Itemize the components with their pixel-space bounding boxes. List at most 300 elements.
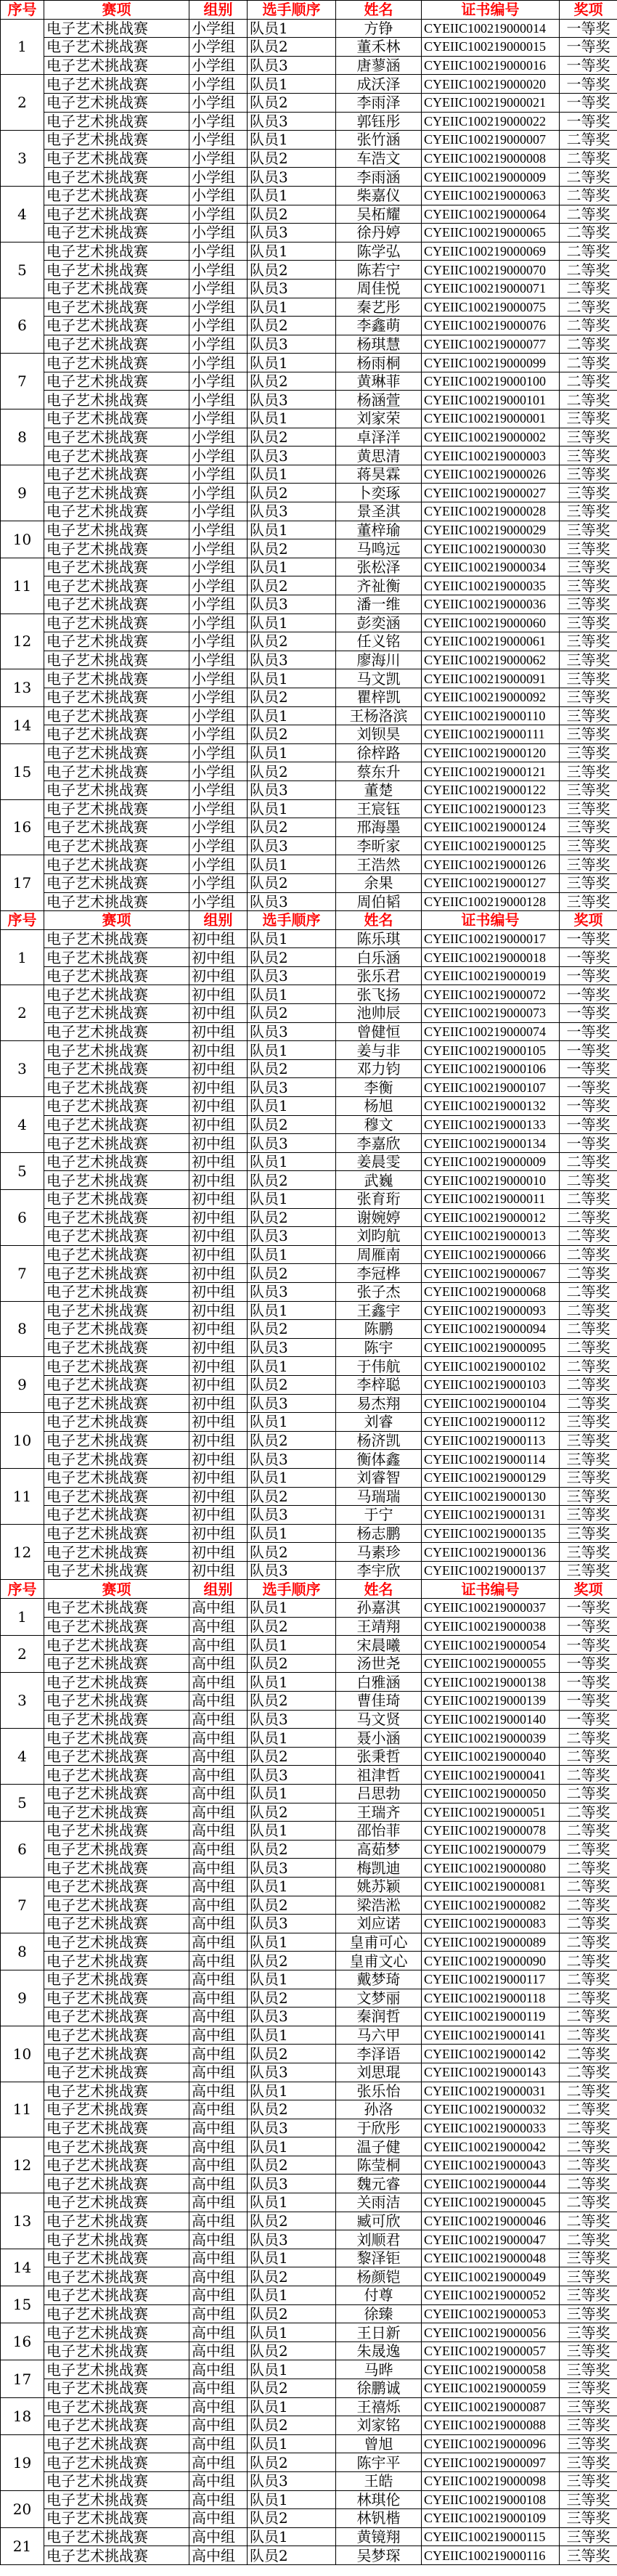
order-cell: 队员2 xyxy=(248,1487,336,1506)
event-cell: 电子艺术挑战赛 xyxy=(44,836,189,855)
cert-cell: CYEIIC100219000105 xyxy=(422,1041,560,1060)
header-row xyxy=(1,1580,617,1599)
event-cell: 电子艺术挑战赛 xyxy=(44,1617,189,1636)
cert-cell: CYEIIC100219000124 xyxy=(422,818,560,837)
group-cell: 小学组 xyxy=(189,224,248,242)
order-cell: 队员3 xyxy=(248,279,336,298)
event-cell: 电子艺术挑战赛 xyxy=(44,873,189,892)
table-row xyxy=(1,1375,617,1394)
name-cell: 聂小涵 xyxy=(336,1729,422,1748)
group-cell: 小学组 xyxy=(189,818,248,837)
team-no-cell: 7 xyxy=(1,1245,44,1301)
event-cell: 电子艺术挑战赛 xyxy=(44,1729,189,1748)
table-row xyxy=(1,762,617,781)
name-cell: 王浩然 xyxy=(336,855,422,874)
event-cell: 电子艺术挑战赛 xyxy=(44,818,189,837)
table-row xyxy=(1,2063,617,2082)
award-cell: 二等奖 xyxy=(560,1952,617,1970)
event-cell: 电子艺术挑战赛 xyxy=(44,2397,189,2416)
award-cell: 二等奖 xyxy=(560,2008,617,2026)
event-cell: 电子艺术挑战赛 xyxy=(44,2100,189,2119)
award-cell: 二等奖 xyxy=(560,1747,617,1766)
order-cell: 队员1 xyxy=(248,409,336,428)
team-no-cell: 9 xyxy=(1,1357,44,1413)
event-cell: 电子艺术挑战赛 xyxy=(44,743,189,762)
cert-cell: CYEIIC100219000139 xyxy=(422,1692,560,1711)
order-cell: 队员3 xyxy=(248,966,336,985)
table-row xyxy=(1,447,617,465)
col-header-group: 组别 xyxy=(189,911,248,930)
event-cell: 电子艺术挑战赛 xyxy=(44,1338,189,1357)
event-cell: 电子艺术挑战赛 xyxy=(44,929,189,948)
name-cell: 成沃泽 xyxy=(336,75,422,94)
name-cell: 徐梓路 xyxy=(336,743,422,762)
award-cell: 二等奖 xyxy=(560,2100,617,2119)
event-cell: 电子艺术挑战赛 xyxy=(44,892,189,911)
order-cell: 队员3 xyxy=(248,2119,336,2137)
cert-cell: CYEIIC100219000029 xyxy=(422,521,560,539)
group-cell: 高中组 xyxy=(189,1840,248,1859)
cert-cell: CYEIIC100219000042 xyxy=(422,2137,560,2156)
order-cell: 队员3 xyxy=(248,2008,336,2026)
group-cell: 高中组 xyxy=(189,2509,248,2528)
order-cell: 队员2 xyxy=(248,1803,336,1822)
name-cell: 曾健恒 xyxy=(336,1022,422,1041)
cert-cell: CYEIIC100219000122 xyxy=(422,780,560,799)
cert-cell: CYEIIC100219000038 xyxy=(422,1617,560,1636)
name-cell: 臧可欣 xyxy=(336,2212,422,2230)
order-cell: 队员2 xyxy=(248,818,336,837)
name-cell: 马素珍 xyxy=(336,1543,422,1562)
order-cell: 队员3 xyxy=(248,1134,336,1153)
cert-cell: CYEIIC100219000063 xyxy=(422,186,560,205)
group-cell: 初中组 xyxy=(189,1543,248,1562)
cert-cell: CYEIIC100219000050 xyxy=(422,1785,560,1803)
cert-cell: CYEIIC100219000083 xyxy=(422,1915,560,1933)
event-cell: 电子艺术挑战赛 xyxy=(44,669,189,688)
order-cell: 队员2 xyxy=(248,725,336,744)
event-cell: 电子艺术挑战赛 xyxy=(44,1896,189,1915)
table-row xyxy=(1,409,617,428)
name-cell: 皇甫可心 xyxy=(336,1933,422,1952)
event-cell: 电子艺术挑战赛 xyxy=(44,112,189,131)
order-cell: 队员1 xyxy=(248,2434,336,2453)
name-cell: 徐鹏诚 xyxy=(336,2379,422,2398)
event-cell: 电子艺术挑战赛 xyxy=(44,1115,189,1134)
event-cell: 电子艺术挑战赛 xyxy=(44,1747,189,1766)
team-no-cell: 7 xyxy=(1,1877,44,1933)
table-row xyxy=(1,149,617,168)
event-cell: 电子艺术挑战赛 xyxy=(44,2360,189,2379)
award-cell: 二等奖 xyxy=(560,1896,617,1915)
table-row xyxy=(1,1134,617,1153)
table-row xyxy=(1,2527,617,2546)
order-cell: 队员1 xyxy=(248,669,336,688)
group-cell: 高中组 xyxy=(189,1822,248,1841)
award-cell: 二等奖 xyxy=(560,1394,617,1413)
group-cell: 小学组 xyxy=(189,725,248,744)
team-no-cell: 4 xyxy=(1,1729,44,1785)
group-cell: 初中组 xyxy=(189,1004,248,1023)
order-cell: 队员2 xyxy=(248,2212,336,2230)
award-cell: 三等奖 xyxy=(560,669,617,688)
cert-cell: CYEIIC100219000126 xyxy=(422,855,560,874)
order-cell: 队员1 xyxy=(248,2490,336,2509)
order-cell: 队员1 xyxy=(248,1933,336,1952)
award-cell: 三等奖 xyxy=(560,2546,617,2565)
event-cell: 电子艺术挑战赛 xyxy=(44,2119,189,2137)
order-cell: 队员3 xyxy=(248,836,336,855)
name-cell: 温子健 xyxy=(336,2137,422,2156)
group-cell: 高中组 xyxy=(189,1785,248,1803)
order-cell: 队员2 xyxy=(248,1617,336,1636)
cert-cell: CYEIIC100219000051 xyxy=(422,1803,560,1822)
event-cell: 电子艺术挑战赛 xyxy=(44,2193,189,2212)
order-cell: 队员2 xyxy=(248,1543,336,1562)
cert-cell: CYEIIC100219000142 xyxy=(422,2045,560,2063)
event-cell: 电子艺术挑战赛 xyxy=(44,19,189,38)
table-row xyxy=(1,2082,617,2100)
order-cell: 队员1 xyxy=(248,1822,336,1841)
event-cell: 电子艺术挑战赛 xyxy=(44,1506,189,1525)
award-cell: 二等奖 xyxy=(560,2193,617,2212)
award-cell: 三等奖 xyxy=(560,706,617,725)
cert-cell: CYEIIC100219000110 xyxy=(422,706,560,725)
table-row xyxy=(1,2045,617,2063)
name-cell: 吴柘耀 xyxy=(336,205,422,224)
award-cell: 一等奖 xyxy=(560,985,617,1004)
cert-cell: CYEIIC100219000003 xyxy=(422,447,560,465)
cert-cell: CYEIIC100219000053 xyxy=(422,2304,560,2323)
table-row xyxy=(1,706,617,725)
table-row xyxy=(1,484,617,502)
cert-cell: CYEIIC100219000116 xyxy=(422,2546,560,2565)
event-cell: 电子艺术挑战赛 xyxy=(44,1208,189,1227)
award-cell: 三等奖 xyxy=(560,2509,617,2528)
name-cell: 刘睿 xyxy=(336,1413,422,1432)
name-cell: 周佳悦 xyxy=(336,279,422,298)
award-cell: 三等奖 xyxy=(560,780,617,799)
award-cell: 三等奖 xyxy=(560,725,617,744)
team-no-cell: 2 xyxy=(1,985,44,1041)
group-cell: 高中组 xyxy=(189,2323,248,2342)
name-cell: 王瑞齐 xyxy=(336,1803,422,1822)
col-header-award: 奖项 xyxy=(560,1580,617,1599)
event-cell: 电子艺术挑战赛 xyxy=(44,1190,189,1209)
name-cell: 董楚 xyxy=(336,780,422,799)
team-no-cell: 16 xyxy=(1,2323,44,2360)
table-row xyxy=(1,242,617,261)
name-cell: 李衡 xyxy=(336,1078,422,1097)
group-cell: 小学组 xyxy=(189,354,248,372)
award-cell: 三等奖 xyxy=(560,1543,617,1562)
order-cell: 队员2 xyxy=(248,2509,336,2528)
award-cell: 三等奖 xyxy=(560,799,617,818)
award-cell: 三等奖 xyxy=(560,1413,617,1432)
group-cell: 小学组 xyxy=(189,391,248,409)
award-cell: 三等奖 xyxy=(560,651,617,669)
order-cell: 队员1 xyxy=(248,1785,336,1803)
event-cell: 电子艺术挑战赛 xyxy=(44,1022,189,1041)
order-cell: 队员3 xyxy=(248,168,336,187)
table-row xyxy=(1,929,617,948)
table-row xyxy=(1,1617,617,1636)
group-cell: 小学组 xyxy=(189,799,248,818)
table-row xyxy=(1,2212,617,2230)
award-cell: 二等奖 xyxy=(560,2137,617,2156)
award-cell: 二等奖 xyxy=(560,224,617,242)
table-row xyxy=(1,2471,617,2490)
table-row xyxy=(1,2379,617,2398)
cert-cell: CYEIIC100219000115 xyxy=(422,2527,560,2546)
name-cell: 刘家铭 xyxy=(336,2416,422,2435)
cert-cell: CYEIIC100219000022 xyxy=(422,112,560,131)
event-cell: 电子艺术挑战赛 xyxy=(44,2379,189,2398)
name-cell: 孙洛 xyxy=(336,2100,422,2119)
group-cell: 高中组 xyxy=(189,2453,248,2472)
order-cell: 队员3 xyxy=(248,1078,336,1097)
event-cell: 电子艺术挑战赛 xyxy=(44,1097,189,1116)
team-no-cell: 5 xyxy=(1,1785,44,1822)
table-row xyxy=(1,38,617,57)
event-cell: 电子艺术挑战赛 xyxy=(44,2026,189,2045)
event-cell: 电子艺术挑战赛 xyxy=(44,688,189,706)
group-cell: 小学组 xyxy=(189,632,248,651)
name-cell: 李冠桦 xyxy=(336,1264,422,1283)
cert-cell: CYEIIC100219000012 xyxy=(422,1208,560,1227)
cert-cell: CYEIIC100219000143 xyxy=(422,2063,560,2082)
table-row xyxy=(1,818,617,837)
name-cell: 邢海墨 xyxy=(336,818,422,837)
order-cell: 队员1 xyxy=(248,2360,336,2379)
group-cell: 小学组 xyxy=(189,484,248,502)
award-cell: 二等奖 xyxy=(560,1282,617,1301)
order-cell: 队员2 xyxy=(248,2304,336,2323)
group-cell: 小学组 xyxy=(189,576,248,595)
event-cell: 电子艺术挑战赛 xyxy=(44,484,189,502)
cert-cell: CYEIIC100219000099 xyxy=(422,354,560,372)
group-cell: 高中组 xyxy=(189,1877,248,1896)
name-cell: 任义铭 xyxy=(336,632,422,651)
event-cell: 电子艺术挑战赛 xyxy=(44,966,189,985)
name-cell: 刘睿智 xyxy=(336,1468,422,1487)
team-no-cell: 1 xyxy=(1,19,44,75)
order-cell: 队员1 xyxy=(248,614,336,632)
award-cell: 一等奖 xyxy=(560,1692,617,1711)
name-cell: 穆文 xyxy=(336,1115,422,1134)
cert-cell: CYEIIC100219000030 xyxy=(422,539,560,558)
cert-cell: CYEIIC100219000082 xyxy=(422,1896,560,1915)
cert-cell: CYEIIC100219000040 xyxy=(422,1747,560,1766)
cert-cell: CYEIIC100219000033 xyxy=(422,2119,560,2137)
award-cell: 二等奖 xyxy=(560,1357,617,1376)
cert-cell: CYEIIC100219000106 xyxy=(422,1059,560,1078)
table-row xyxy=(1,1245,617,1264)
award-cell: 二等奖 xyxy=(560,372,617,391)
cert-cell: CYEIIC100219000128 xyxy=(422,892,560,911)
event-cell: 电子艺术挑战赛 xyxy=(44,2230,189,2249)
name-cell: 高茹梦 xyxy=(336,1840,422,1859)
event-cell: 电子艺术挑战赛 xyxy=(44,2174,189,2193)
event-cell: 电子艺术挑战赛 xyxy=(44,614,189,632)
name-cell: 张子杰 xyxy=(336,1282,422,1301)
order-cell: 队员2 xyxy=(248,2341,336,2360)
table-row xyxy=(1,2286,617,2305)
name-cell: 张乐君 xyxy=(336,966,422,985)
group-cell: 初中组 xyxy=(189,1264,248,1283)
cert-cell: CYEIIC100219000027 xyxy=(422,484,560,502)
cert-cell: CYEIIC100219000013 xyxy=(422,1227,560,1246)
award-cell: 三等奖 xyxy=(560,688,617,706)
cert-cell: CYEIIC100219000079 xyxy=(422,1840,560,1859)
name-cell: 周伯韬 xyxy=(336,892,422,911)
table-row xyxy=(1,1970,617,1989)
award-cell: 一等奖 xyxy=(560,93,617,112)
name-cell: 易杰翔 xyxy=(336,1394,422,1413)
event-cell: 电子艺术挑战赛 xyxy=(44,2341,189,2360)
name-cell: 陈若宁 xyxy=(336,261,422,280)
order-cell: 队员1 xyxy=(248,1357,336,1376)
order-cell: 队员2 xyxy=(248,1952,336,1970)
table-row xyxy=(1,1543,617,1562)
order-cell: 队员3 xyxy=(248,1915,336,1933)
cert-cell: CYEIIC100219000064 xyxy=(422,205,560,224)
award-cell: 三等奖 xyxy=(560,1431,617,1450)
event-cell: 电子艺术挑战赛 xyxy=(44,409,189,428)
table-row xyxy=(1,1599,617,1618)
col-header-order: 选手顺序 xyxy=(248,1580,336,1599)
table-row xyxy=(1,2119,617,2137)
name-cell: 张乐怡 xyxy=(336,2082,422,2100)
team-no-cell: 11 xyxy=(1,558,44,614)
award-cell: 三等奖 xyxy=(560,2323,617,2342)
award-cell: 一等奖 xyxy=(560,1636,617,1655)
team-no-cell: 12 xyxy=(1,614,44,669)
event-cell: 电子艺术挑战赛 xyxy=(44,56,189,75)
table-row xyxy=(1,1952,617,1970)
award-cell: 三等奖 xyxy=(560,2527,617,2546)
name-cell: 姜与非 xyxy=(336,1041,422,1060)
award-cell: 一等奖 xyxy=(560,1673,617,1692)
cert-cell: CYEIIC100219000094 xyxy=(422,1320,560,1339)
event-cell: 电子艺术挑战赛 xyxy=(44,279,189,298)
group-cell: 高中组 xyxy=(189,2008,248,2026)
award-cell: 二等奖 xyxy=(560,1264,617,1283)
award-cell: 二等奖 xyxy=(560,2174,617,2193)
award-cell: 一等奖 xyxy=(560,948,617,967)
col-header-award: 奖项 xyxy=(560,1,617,20)
event-cell: 电子艺术挑战赛 xyxy=(44,1004,189,1023)
order-cell: 队员2 xyxy=(248,1692,336,1711)
cert-cell: CYEIIC100219000130 xyxy=(422,1487,560,1506)
cert-cell: CYEIIC100219000008 xyxy=(422,149,560,168)
name-cell: 杨济凯 xyxy=(336,1431,422,1450)
order-cell: 队员3 xyxy=(248,2174,336,2193)
event-cell: 电子艺术挑战赛 xyxy=(44,1561,189,1580)
event-cell: 电子艺术挑战赛 xyxy=(44,1450,189,1469)
order-cell: 队员1 xyxy=(248,465,336,484)
order-cell: 队员1 xyxy=(248,19,336,38)
cert-cell: CYEIIC100219000036 xyxy=(422,595,560,614)
order-cell: 队员2 xyxy=(248,1840,336,1859)
event-cell: 电子艺术挑战赛 xyxy=(44,799,189,818)
order-cell: 队员2 xyxy=(248,762,336,781)
cert-cell: CYEIIC100219000062 xyxy=(422,651,560,669)
name-cell: 白雅涵 xyxy=(336,1673,422,1692)
team-no-cell: 9 xyxy=(1,1970,44,2026)
group-cell: 小学组 xyxy=(189,447,248,465)
award-cell: 三等奖 xyxy=(560,614,617,632)
group-cell: 高中组 xyxy=(189,1729,248,1748)
table-row xyxy=(1,2267,617,2286)
event-cell: 电子艺术挑战赛 xyxy=(44,576,189,595)
event-cell: 电子艺术挑战赛 xyxy=(44,465,189,484)
award-cell: 一等奖 xyxy=(560,75,617,94)
team-no-cell: 7 xyxy=(1,354,44,409)
cert-cell: CYEIIC100219000001 xyxy=(422,409,560,428)
group-cell: 高中组 xyxy=(189,2119,248,2137)
award-cell: 二等奖 xyxy=(560,205,617,224)
cert-cell: CYEIIC100219000060 xyxy=(422,614,560,632)
cert-cell: CYEIIC100219000009 xyxy=(422,168,560,187)
order-cell: 队员2 xyxy=(248,1208,336,1227)
table-row xyxy=(1,948,617,967)
cert-cell: CYEIIC100219000134 xyxy=(422,1134,560,1153)
table-row xyxy=(1,298,617,317)
name-cell: 王杨洛滨 xyxy=(336,706,422,725)
name-cell: 郭钰彤 xyxy=(336,112,422,131)
group-cell: 初中组 xyxy=(189,1524,248,1543)
name-cell: 魏元睿 xyxy=(336,2174,422,2193)
group-cell: 高中组 xyxy=(189,2416,248,2435)
group-cell: 高中组 xyxy=(189,1617,248,1636)
award-cell: 一等奖 xyxy=(560,1059,617,1078)
award-cell: 二等奖 xyxy=(560,186,617,205)
table-row xyxy=(1,2416,617,2435)
event-cell: 电子艺术挑战赛 xyxy=(44,2137,189,2156)
group-cell: 高中组 xyxy=(189,1896,248,1915)
order-cell: 队员2 xyxy=(248,261,336,280)
event-cell: 电子艺术挑战赛 xyxy=(44,2082,189,2100)
group-cell: 初中组 xyxy=(189,966,248,985)
table-row xyxy=(1,465,617,484)
order-cell: 队员1 xyxy=(248,2137,336,2156)
team-no-cell: 8 xyxy=(1,1933,44,1970)
award-cell: 二等奖 xyxy=(560,1822,617,1841)
order-cell: 队员2 xyxy=(248,149,336,168)
cert-cell: CYEIIC100219000055 xyxy=(422,1654,560,1673)
table-row xyxy=(1,1710,617,1729)
cert-cell: CYEIIC100219000108 xyxy=(422,2490,560,2509)
table-row xyxy=(1,131,617,150)
award-cell: 三等奖 xyxy=(560,632,617,651)
name-cell: 王禧烁 xyxy=(336,2397,422,2416)
table-row xyxy=(1,93,617,112)
table-row xyxy=(1,19,617,38)
cert-cell: CYEIIC100219000092 xyxy=(422,688,560,706)
table-row xyxy=(1,1506,617,1525)
award-cell: 一等奖 xyxy=(560,1041,617,1060)
name-cell: 刘顺君 xyxy=(336,2230,422,2249)
award-cell: 三等奖 xyxy=(560,836,617,855)
table-row xyxy=(1,1022,617,1041)
order-cell: 队员2 xyxy=(248,1115,336,1134)
event-cell: 电子艺术挑战赛 xyxy=(44,2416,189,2435)
name-cell: 李雨涵 xyxy=(336,168,422,187)
cert-cell: CYEIIC100219000011 xyxy=(422,1190,560,1209)
cert-cell: CYEIIC100219000117 xyxy=(422,1970,560,1989)
order-cell: 队员2 xyxy=(248,1896,336,1915)
